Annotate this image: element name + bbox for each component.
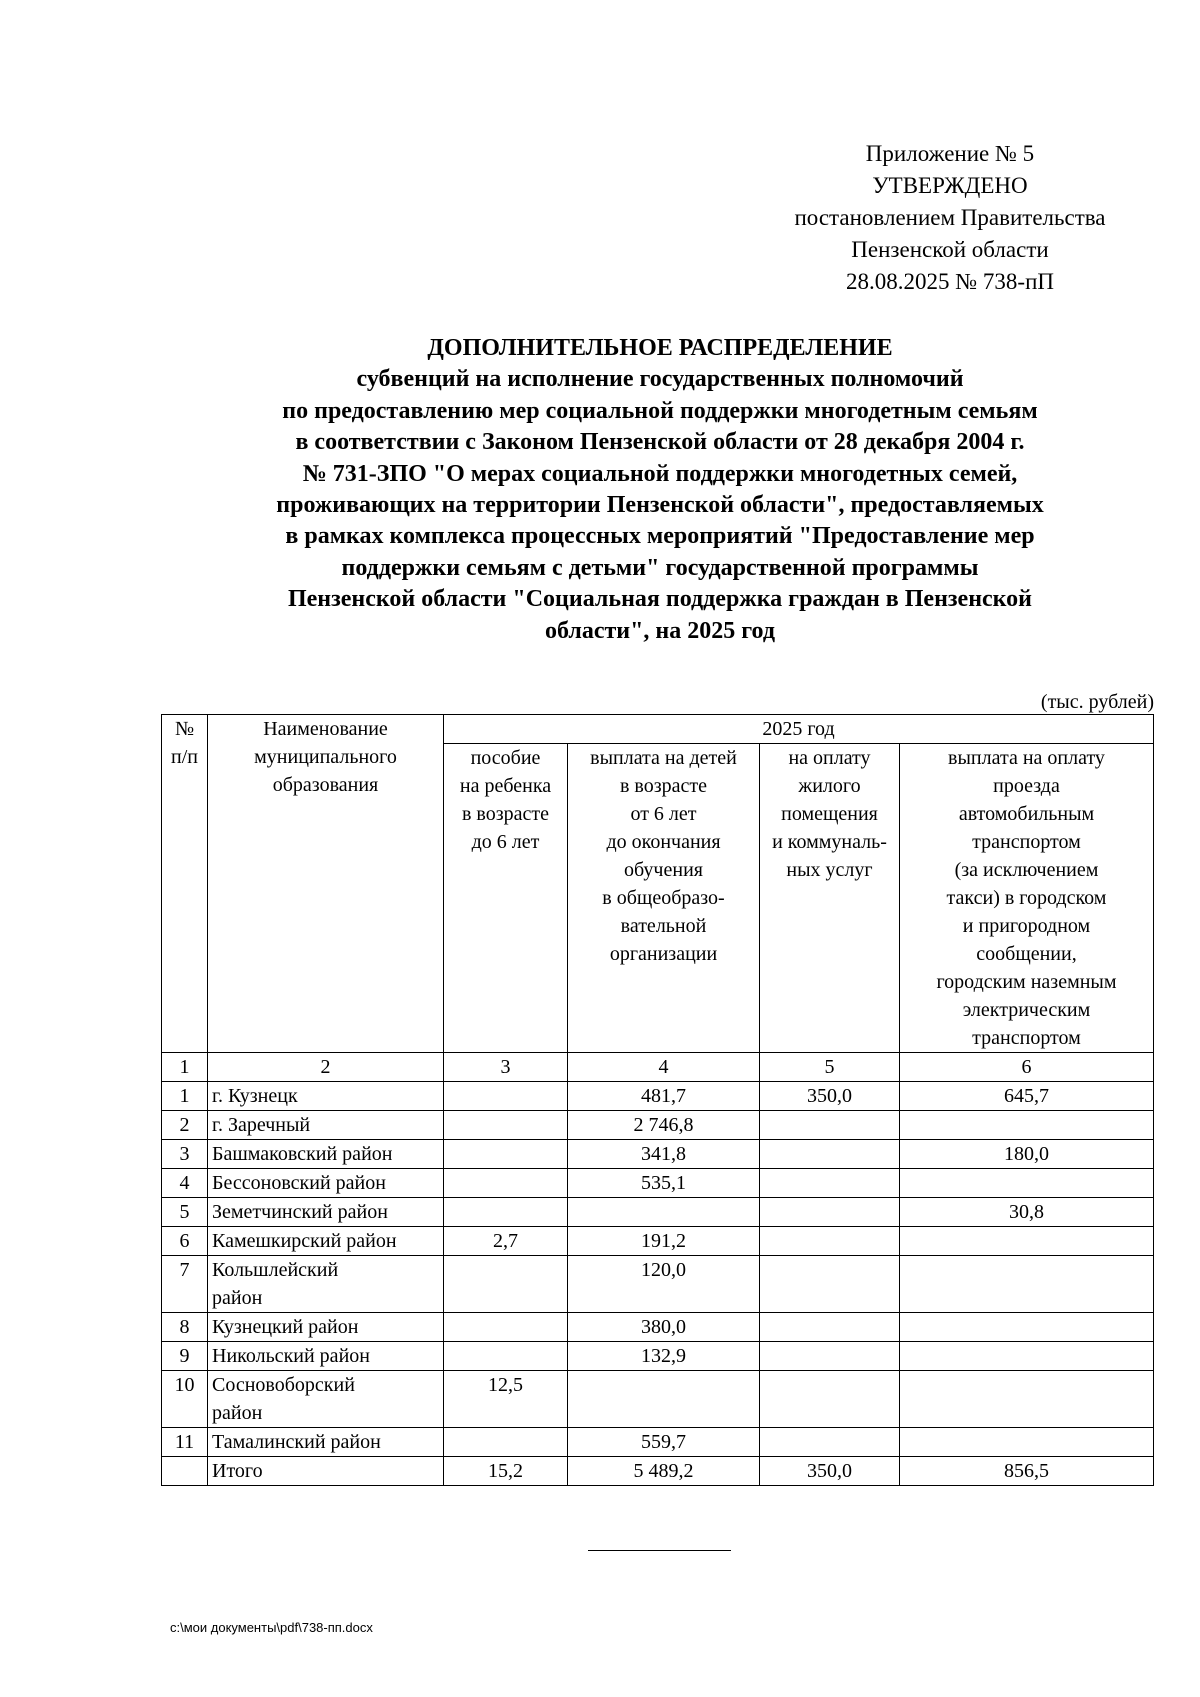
header-col6-line: и пригородном bbox=[962, 915, 1091, 937]
municipality-name bbox=[208, 1082, 444, 1111]
title-line: в рамках комплекса процессных мероприятий "Предоставление мер bbox=[285, 523, 1035, 550]
municipality-name-line: Тамалинский район bbox=[212, 1431, 381, 1453]
header-col5-line: на оплату bbox=[788, 747, 871, 769]
title-line: области", на 2025 год bbox=[544, 617, 776, 644]
header-num-line: п/п bbox=[171, 746, 198, 768]
header-col4-line: выплата на детей bbox=[590, 747, 737, 769]
child-allowance-value: 12,5 bbox=[444, 1371, 568, 1428]
header-col6-line: электрическим bbox=[962, 999, 1091, 1021]
row-number: 10 bbox=[162, 1371, 208, 1428]
transport-payment-value bbox=[900, 1371, 1154, 1428]
housing-utilities-value bbox=[760, 1428, 900, 1457]
title-line: проживающих на территории Пензенской области", предоставляемых bbox=[276, 492, 1044, 519]
header-col6-line: транспортом bbox=[972, 1027, 1081, 1049]
end-separator-line bbox=[588, 1550, 731, 1551]
row-number: 8 bbox=[162, 1313, 208, 1342]
header-municipality-line: муниципального bbox=[254, 746, 397, 768]
approval-stamp bbox=[740, 138, 1160, 298]
municipality-name bbox=[208, 1227, 444, 1256]
municipality-name bbox=[208, 1169, 444, 1198]
housing-utilities-value bbox=[760, 1342, 900, 1371]
header-school-payment bbox=[568, 744, 760, 1053]
total-row-number bbox=[162, 1457, 208, 1486]
total-housing-utilities: 350,0 bbox=[760, 1457, 900, 1486]
header-num bbox=[162, 715, 208, 1053]
column-number: 2 bbox=[208, 1053, 444, 1082]
transport-payment-value: 180,0 bbox=[900, 1140, 1154, 1169]
header-col3-line: в возрасте bbox=[461, 803, 550, 825]
municipality-name bbox=[208, 1111, 444, 1140]
column-number: 1 bbox=[162, 1053, 208, 1082]
title-line: поддержки семьям с детьми" государственной программы bbox=[341, 554, 979, 581]
document-title bbox=[150, 333, 1170, 647]
header-municipality bbox=[208, 715, 444, 1053]
school-payment-value: 559,7 bbox=[568, 1428, 760, 1457]
municipality-name bbox=[208, 1313, 444, 1342]
column-number-row bbox=[162, 1053, 1154, 1082]
school-payment-value: 191,2 bbox=[568, 1227, 760, 1256]
row-number: 5 bbox=[162, 1198, 208, 1227]
table-row bbox=[162, 1082, 1154, 1111]
row-number: 2 bbox=[162, 1111, 208, 1140]
units-label: (тыс. рублей) bbox=[1040, 691, 1154, 713]
municipality-name-line: Кольшлейский bbox=[212, 1259, 339, 1281]
header-col6-line: проезда bbox=[993, 775, 1060, 797]
header-col5-line: помещения bbox=[781, 803, 878, 825]
school-payment-value: 481,7 bbox=[568, 1082, 760, 1111]
transport-payment-value bbox=[900, 1256, 1154, 1313]
municipality-name bbox=[208, 1371, 444, 1428]
school-payment-value: 341,8 bbox=[568, 1140, 760, 1169]
municipality-name bbox=[208, 1342, 444, 1371]
header-col4-line: организации bbox=[609, 943, 718, 965]
header-col6-line: выплата на оплату bbox=[948, 747, 1105, 769]
header-municipality-line: образования bbox=[272, 774, 379, 796]
total-transport-payment: 856,5 bbox=[900, 1457, 1154, 1486]
municipality-name bbox=[208, 1198, 444, 1227]
child-allowance-value bbox=[444, 1198, 568, 1227]
child-allowance-value bbox=[444, 1313, 568, 1342]
file-path-footer: c:\мои документы\pdf\738-пп.docx bbox=[170, 1620, 373, 1635]
appendix-number: Приложение № 5 bbox=[865, 141, 1035, 166]
table-row bbox=[162, 1111, 1154, 1140]
distribution-table bbox=[161, 714, 1154, 1486]
row-number: 7 bbox=[162, 1256, 208, 1313]
header-num-line: № bbox=[174, 718, 195, 740]
municipality-name-line: Земетчинский район bbox=[212, 1201, 388, 1223]
header-col6-line: транспортом bbox=[972, 831, 1081, 853]
row-number: 1 bbox=[162, 1082, 208, 1111]
municipality-name-line: Кузнецкий район bbox=[212, 1316, 359, 1338]
municipality-name bbox=[208, 1428, 444, 1457]
approved-by-line: постановлением Правительства bbox=[794, 205, 1106, 230]
child-allowance-value bbox=[444, 1169, 568, 1198]
table-row bbox=[162, 1198, 1154, 1227]
table-body bbox=[162, 715, 1154, 1486]
municipality-name-line: г. Заречный bbox=[212, 1114, 311, 1136]
resolution-date-number: 28.08.2025 № 738-пП bbox=[845, 269, 1055, 294]
municipality-name-line: Бессоновский район bbox=[212, 1172, 386, 1194]
header-col6-line: такси) в городском bbox=[946, 887, 1107, 909]
housing-utilities-value bbox=[760, 1140, 900, 1169]
total-school-payment: 5 489,2 bbox=[568, 1457, 760, 1486]
municipality-name-line: Башмаковский район bbox=[212, 1143, 393, 1165]
header-col3-line: до 6 лет bbox=[471, 831, 540, 853]
row-number: 4 bbox=[162, 1169, 208, 1198]
header-col3-line: пособие bbox=[470, 747, 541, 769]
header-row-top bbox=[162, 715, 1154, 744]
title-line: № 731-ЗПО "О мерах социальной поддержки многодетных семей, bbox=[302, 460, 1018, 487]
transport-payment-value bbox=[900, 1313, 1154, 1342]
table-row bbox=[162, 1371, 1154, 1428]
total-child-allowance: 15,2 bbox=[444, 1457, 568, 1486]
child-allowance-value bbox=[444, 1082, 568, 1111]
header-col4-line: обучения bbox=[624, 859, 703, 881]
header-year: 2025 год bbox=[444, 715, 1154, 744]
school-payment-value: 2 746,8 bbox=[568, 1111, 760, 1140]
header-col6-line: (за исключением bbox=[954, 859, 1099, 881]
table-row bbox=[162, 1313, 1154, 1342]
header-col5-line: жилого bbox=[798, 775, 861, 797]
housing-utilities-value bbox=[760, 1198, 900, 1227]
header-col4-line: вательной bbox=[620, 915, 707, 937]
transport-payment-value bbox=[900, 1169, 1154, 1198]
transport-payment-value: 30,8 bbox=[900, 1198, 1154, 1227]
transport-payment-value bbox=[900, 1111, 1154, 1140]
header-col5-line: и коммуналь- bbox=[772, 831, 887, 853]
column-number: 4 bbox=[568, 1053, 760, 1082]
transport-payment-value bbox=[900, 1428, 1154, 1457]
header-municipality-line: Наименование bbox=[263, 718, 388, 740]
table-row bbox=[162, 1140, 1154, 1169]
title-line: по предоставлению мер социальной поддержки многодетным семьям bbox=[282, 397, 1038, 424]
municipality-name-line: Никольский район bbox=[212, 1345, 370, 1367]
row-number: 3 bbox=[162, 1140, 208, 1169]
child-allowance-value bbox=[444, 1428, 568, 1457]
header-col4-line: до окончания bbox=[606, 831, 721, 853]
approved-label: УТВЕРЖДЕНО bbox=[872, 173, 1028, 198]
municipality-name bbox=[208, 1140, 444, 1169]
transport-payment-value: 645,7 bbox=[900, 1082, 1154, 1111]
school-payment-value: 380,0 bbox=[568, 1313, 760, 1342]
transport-payment-value bbox=[900, 1342, 1154, 1371]
municipality-name-line: район bbox=[212, 1402, 263, 1424]
table-row bbox=[162, 1342, 1154, 1371]
column-number: 5 bbox=[760, 1053, 900, 1082]
child-allowance-value bbox=[444, 1111, 568, 1140]
table-row bbox=[162, 1256, 1154, 1313]
header-col4-line: от 6 лет bbox=[630, 803, 697, 825]
municipality-name bbox=[208, 1256, 444, 1313]
column-number: 6 bbox=[900, 1053, 1154, 1082]
header-col4-line: в общеобразо- bbox=[602, 887, 725, 909]
school-payment-value: 120,0 bbox=[568, 1256, 760, 1313]
housing-utilities-value bbox=[760, 1256, 900, 1313]
municipality-name-line: Камешкирский район bbox=[212, 1230, 397, 1252]
header-transport-payment bbox=[900, 744, 1154, 1053]
title-line: Пензенской области "Социальная поддержка граждан в Пензенской bbox=[287, 586, 1033, 613]
title-line: в соответствии с Законом Пензенской области от 28 декабря 2004 г. bbox=[295, 429, 1025, 456]
child-allowance-value: 2,7 bbox=[444, 1227, 568, 1256]
table-row bbox=[162, 1428, 1154, 1457]
housing-utilities-value bbox=[760, 1227, 900, 1256]
row-number: 11 bbox=[162, 1428, 208, 1457]
school-payment-value bbox=[568, 1371, 760, 1428]
transport-payment-value bbox=[900, 1227, 1154, 1256]
total-row bbox=[162, 1457, 1154, 1486]
total-label: Итого bbox=[208, 1457, 444, 1486]
row-number: 9 bbox=[162, 1342, 208, 1371]
municipality-name-line: г. Кузнецк bbox=[212, 1085, 298, 1107]
header-col4-line: в возрасте bbox=[619, 775, 708, 797]
municipality-name-line: район bbox=[212, 1287, 263, 1309]
column-number: 3 bbox=[444, 1053, 568, 1082]
header-col6-line: городским наземным bbox=[936, 971, 1117, 993]
row-number: 6 bbox=[162, 1227, 208, 1256]
header-housing-utilities bbox=[760, 744, 900, 1053]
housing-utilities-value bbox=[760, 1111, 900, 1140]
header-col5-line: ных услуг bbox=[786, 859, 873, 881]
housing-utilities-value: 350,0 bbox=[760, 1082, 900, 1111]
header-col6-line: автомобильным bbox=[958, 803, 1095, 825]
header-col3-line: на ребенка bbox=[459, 775, 552, 797]
school-payment-value: 132,9 bbox=[568, 1342, 760, 1371]
housing-utilities-value bbox=[760, 1371, 900, 1428]
municipality-name-line: Сосновоборский bbox=[212, 1374, 355, 1396]
housing-utilities-value bbox=[760, 1313, 900, 1342]
title-line: ДОПОЛНИТЕЛЬНОЕ РАСПРЕДЕЛЕНИЕ bbox=[427, 335, 893, 361]
child-allowance-value bbox=[444, 1342, 568, 1371]
approved-region-line: Пензенской области bbox=[851, 237, 1049, 262]
title-line: субвенций на исполнение государственных полномочий bbox=[356, 366, 964, 393]
header-child-allowance bbox=[444, 744, 568, 1053]
table-row bbox=[162, 1169, 1154, 1198]
child-allowance-value bbox=[444, 1256, 568, 1313]
table-row bbox=[162, 1227, 1154, 1256]
child-allowance-value bbox=[444, 1140, 568, 1169]
school-payment-value: 535,1 bbox=[568, 1169, 760, 1198]
header-col6-line: сообщении, bbox=[976, 943, 1077, 965]
school-payment-value bbox=[568, 1198, 760, 1227]
housing-utilities-value bbox=[760, 1169, 900, 1198]
